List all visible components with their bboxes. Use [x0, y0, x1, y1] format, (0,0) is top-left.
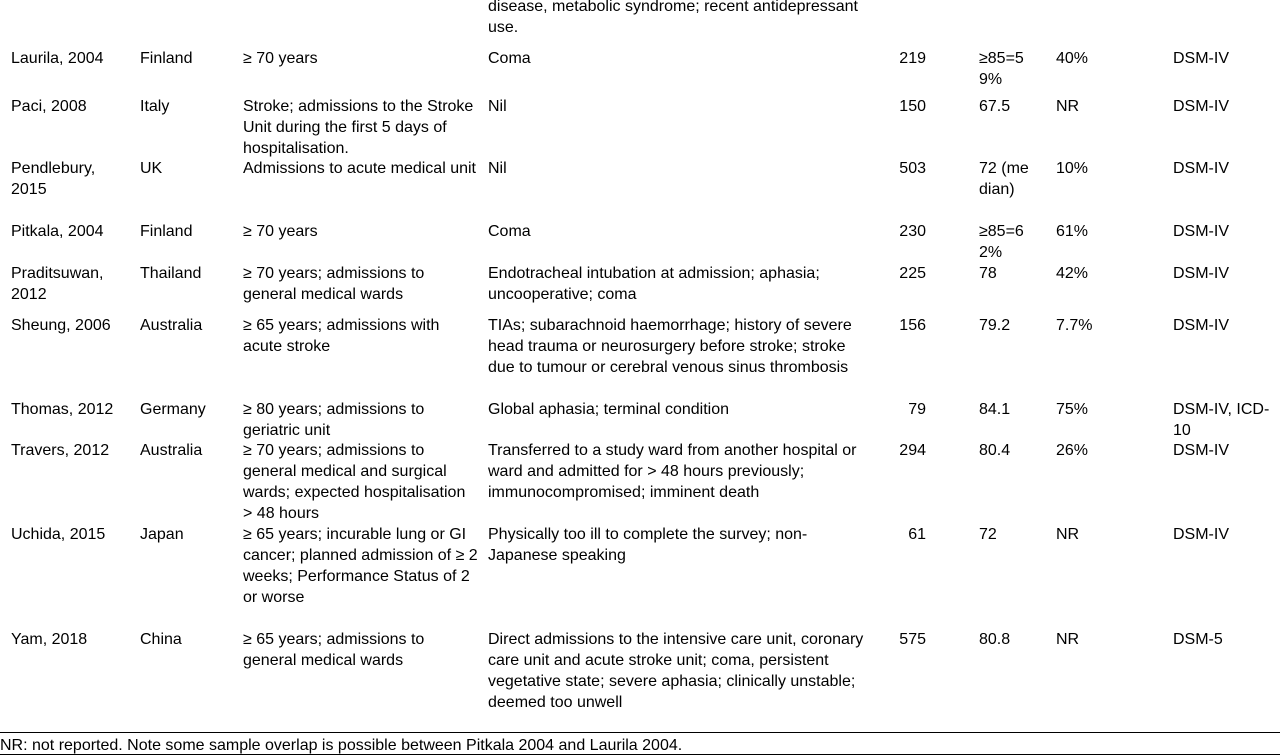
prevalence-cell: 10% — [1056, 160, 1089, 177]
population-cell: Stroke; admissions to the Stroke Unit during the first 5 days of hospitalisation. — [243, 98, 474, 157]
prevalence-cell: 75% — [1056, 401, 1089, 418]
prevalence-cell: NR — [1056, 98, 1080, 115]
study-cell: Paci, 2008 — [11, 98, 87, 115]
age-cell: 72 (median) — [979, 160, 1029, 198]
sample-size-cell: 79 — [908, 401, 926, 418]
criteria-cell: DSM-IV — [1173, 50, 1229, 67]
table-bottom-rule — [0, 732, 1280, 733]
population-cell: Admissions to acute medical unit — [243, 160, 476, 177]
study-cell: Pendlebury, 2015 — [11, 160, 96, 198]
sample-size-cell: 225 — [899, 265, 926, 282]
study-cell: Travers, 2012 — [11, 442, 110, 459]
footnote-bottom-rule — [0, 754, 1280, 755]
table-footnote: NR: not reported. Note some sample overlap is possible between Pitkala 2004 and Laurila 2004. — [0, 737, 683, 754]
exclusion-cell: Endotracheal intubation at admission; aphasia; uncooperative; coma — [488, 265, 820, 303]
prevalence-cell: 42% — [1056, 265, 1089, 282]
prevalence-cell: 7.7% — [1056, 317, 1093, 334]
study-cell: Laurila, 2004 — [11, 50, 104, 67]
exclusion-cell: Coma — [488, 50, 531, 67]
country-cell: Australia — [140, 317, 203, 334]
age-cell: 80.8 — [979, 631, 1011, 648]
age-cell: 78 — [979, 265, 997, 282]
prevalence-cell: 26% — [1056, 442, 1089, 459]
age-cell: 80.4 — [979, 442, 1011, 459]
sample-size-cell: 575 — [899, 631, 926, 648]
population-cell: ≥ 70 years — [243, 50, 318, 67]
criteria-cell: DSM-5 — [1173, 631, 1223, 648]
study-cell: Yam, 2018 — [11, 631, 88, 648]
sample-size-cell: 503 — [899, 160, 926, 177]
sample-size-cell: 156 — [899, 317, 926, 334]
population-cell: ≥ 70 years — [243, 223, 318, 240]
population-cell: ≥ 65 years; admissions with acute stroke — [243, 317, 440, 355]
country-cell: Australia — [140, 442, 203, 459]
exclusion-cell: Coma — [488, 223, 531, 240]
age-cell: 79.2 — [979, 317, 1011, 334]
population-cell: ≥ 80 years; admissions to geriatric unit — [243, 401, 425, 439]
criteria-cell: DSM-IV — [1173, 526, 1229, 543]
population-cell: ≥ 70 years; admissions to general medical and surgical wards; expected hospitalisation > 48 hours — [243, 442, 466, 522]
exclusion-cell: Nil — [488, 98, 507, 115]
age-cell: 67.5 — [979, 98, 1011, 115]
exclusion-cell: Global aphasia; terminal condition — [488, 401, 730, 418]
criteria-cell: DSM-IV, ICD-10 — [1173, 401, 1270, 439]
study-cell: Uchida, 2015 — [11, 526, 106, 543]
age-cell: 84.1 — [979, 401, 1011, 418]
sample-size-cell: 294 — [899, 442, 926, 459]
prevalence-cell: 40% — [1056, 50, 1089, 67]
country-cell: Finland — [140, 223, 193, 240]
criteria-cell: DSM-IV — [1173, 265, 1229, 282]
country-cell: Thailand — [140, 265, 202, 282]
population-cell: ≥ 65 years; admissions to general medical wards — [243, 631, 425, 669]
criteria-cell: DSM-IV — [1173, 442, 1229, 459]
exclusion-cell: Nil — [488, 160, 507, 177]
prevalence-cell: 61% — [1056, 223, 1089, 240]
study-cell: Praditsuwan, 2012 — [11, 265, 104, 303]
age-cell: 72 — [979, 526, 997, 543]
criteria-cell: DSM-IV — [1173, 317, 1229, 334]
exclusion-cell: Direct admissions to the intensive care unit, coronary care unit and acute stroke unit; coma, persistent vegetative state; severe aphasia; clinically unstable; deemed too unwell — [488, 631, 864, 711]
study-cell: Pitkala, 2004 — [11, 223, 104, 240]
exclusion-cell: Transferred to a study ward from another hospital or ward and admitted for > 48 hours previously; immunocompromised; imminent death — [488, 442, 857, 501]
criteria-cell: DSM-IV — [1173, 223, 1229, 240]
carryover-exclusion-text: disease, metabolic syndrome; recent antidepressant use. — [488, 0, 858, 36]
criteria-cell: DSM-IV — [1173, 160, 1229, 177]
prevalence-cell: NR — [1056, 631, 1080, 648]
prevalence-cell: NR — [1056, 526, 1080, 543]
exclusion-cell: TIAs; subarachnoid haemorrhage; history of severe head trauma or neurosurgery before stroke; stroke due to tumour or cerebral venous sinus thrombosis — [488, 317, 852, 376]
age-cell: ≥85=62% — [979, 223, 1024, 261]
country-cell: Germany — [140, 401, 206, 418]
sample-size-cell: 230 — [899, 223, 926, 240]
exclusion-cell: Physically too ill to complete the survey; non-Japanese speaking — [488, 526, 808, 564]
study-cell: Thomas, 2012 — [11, 401, 114, 418]
criteria-cell: DSM-IV — [1173, 98, 1229, 115]
country-cell: Italy — [140, 98, 170, 115]
country-cell: Japan — [140, 526, 184, 543]
country-cell: UK — [140, 160, 163, 177]
population-cell: ≥ 65 years; incurable lung or GI cancer; planned admission of ≥ 2 weeks; Performance Status of 2 or worse — [243, 526, 478, 606]
sample-size-cell: 150 — [899, 98, 926, 115]
sample-size-cell: 61 — [908, 526, 926, 543]
country-cell: China — [140, 631, 182, 648]
age-cell: ≥85=59% — [979, 50, 1024, 88]
population-cell: ≥ 70 years; admissions to general medical wards — [243, 265, 425, 303]
country-cell: Finland — [140, 50, 193, 67]
sample-size-cell: 219 — [899, 50, 926, 67]
study-cell: Sheung, 2006 — [11, 317, 111, 334]
